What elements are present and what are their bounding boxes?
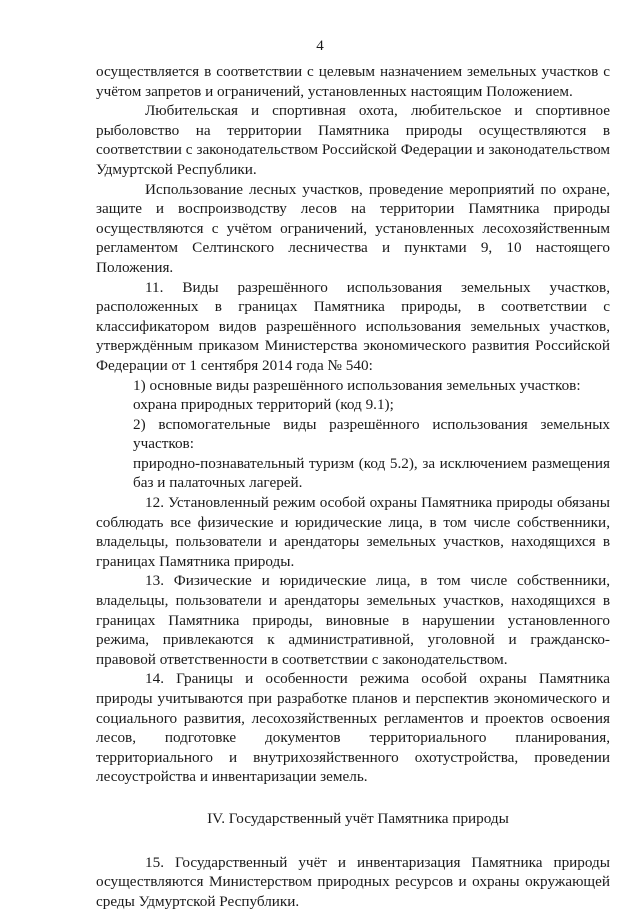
list-item-aux-uses: 2) вспомогательные виды разрешённого использования земельных участков: — [133, 415, 610, 453]
list-item-main-uses-code: охрана природных территорий (код 9.1); — [133, 396, 394, 414]
paragraph-13: 13. Физические и юридические лица, в том числе собственники, владельцы, пользователи и арендаторы земельных участков, находящихся в границах Памятника природы, виновные в нарушении установленного режима, привлекаются к административной, уголовной и гражданско-правовой ответственности в соответствии с законодательством. — [96, 572, 610, 668]
paragraph-15: 15. Государственный учёт и инвентаризация Памятника природы осуществляются Министерством природных ресурсов и охраны окружающей среды Удмуртской Республики. — [96, 853, 610, 910]
page-number: 4 — [316, 38, 324, 54]
paragraph-11: 11. Виды разрешённого использования земельных участков, расположенных в границах Памятника природы, в соответствии с классификатором видов разрешённого использования земельных участков, утверждённым приказом Министерства экономического развития Российской Федерации от 1 сентября 2014 года № 540: — [96, 278, 610, 374]
paragraph-14: 14. Границы и особенности режима особой охраны Памятника природы учитываются при разработке планов и перспектив экономического и социального развития, лесохозяйственных регламентов и проектов освоения лесов, подготовке документов территориального планирования, территориального и внутрихозяйственного охотустройства, проведении лесоустройства и инвентаризации земель. — [96, 670, 610, 786]
section-heading: IV. Государственный учёт Памятника природы — [207, 809, 509, 827]
paragraph-continuation: осуществляется в соответствии с целевым назначением земельных участков с учётом запретов и ограничений, установленных настоящим Положением. — [96, 63, 610, 100]
document-body — [96, 62, 610, 911]
paragraph-forest-use: Использование лесных участков, проведение мероприятий по охране, защите и воспроизводству лесов на территории Памятника природы осуществляются с учётом ограничений, установленных лесохозяйственным регламентом Селтинского лесничества и пунктами 9, 10 настоящего Положения. — [96, 180, 610, 276]
list-item-aux-uses-code: природно-познавательный туризм (код 5.2), за исключением размещения баз и палаточных лагерей. — [133, 454, 610, 492]
paragraph-12: 12. Установленный режим особой охраны Памятника природы обязаны соблюдать все физические и юридические лица, в том числе собственники, владельцы, пользователи и арендаторы земельных участков, находящихся в границах Памятника природы. — [96, 494, 610, 570]
paragraph-hunting-fishing: Любительская и спортивная охота, любительское и спортивное рыболовство на территории Памятника природы осуществляются в соответствии с законодательством Российской Федерации и законодательством Удмуртской Республики. — [96, 102, 610, 178]
list-item-main-uses: 1) основные виды разрешённого использования земельных участков: — [133, 376, 581, 394]
